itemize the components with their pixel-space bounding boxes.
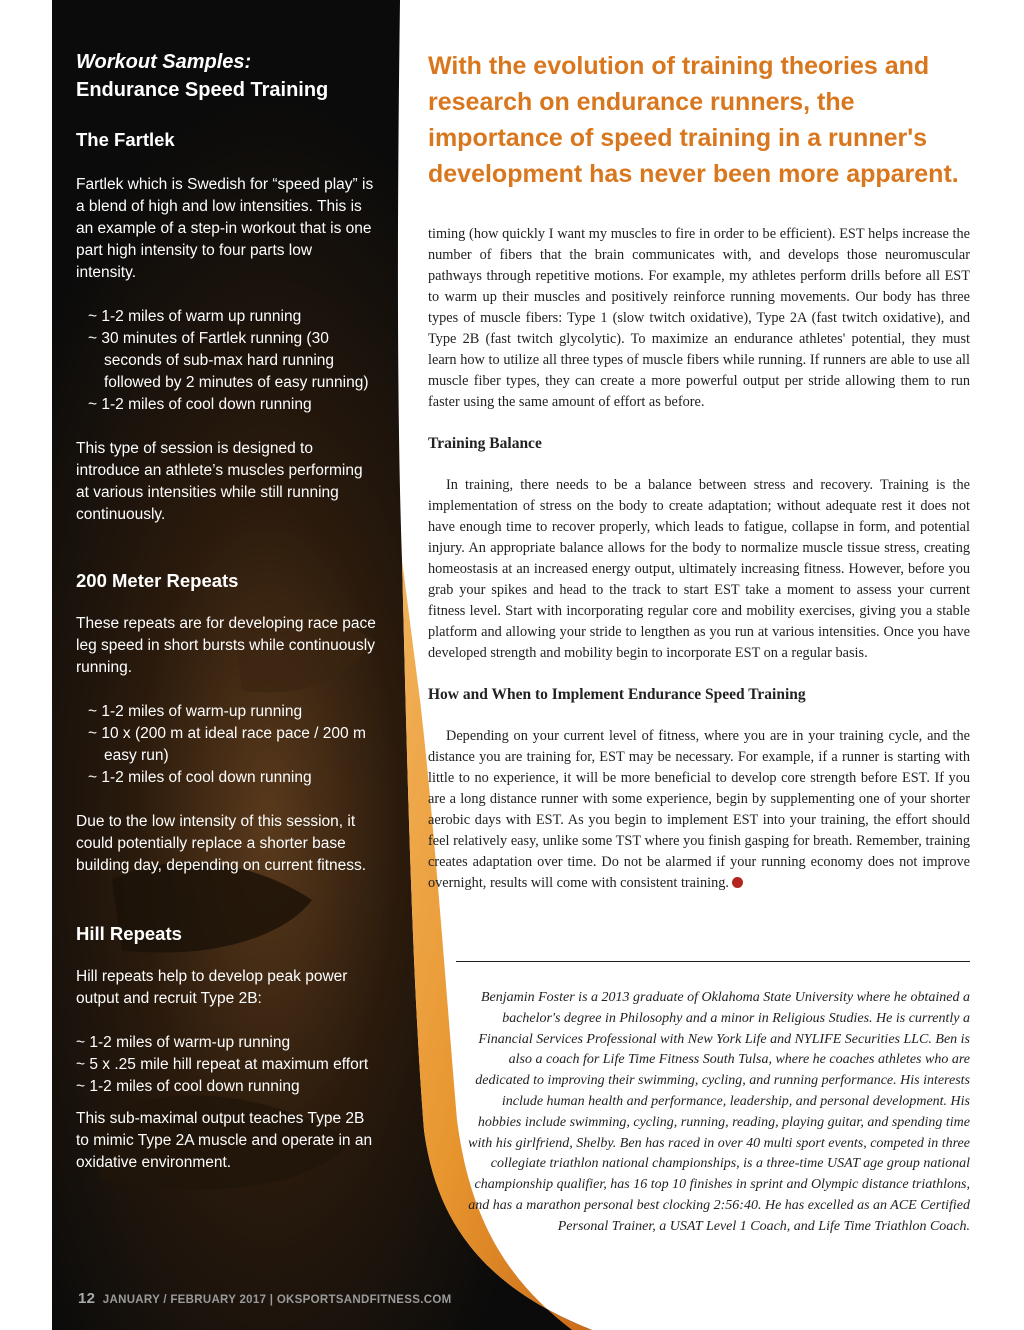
workout-samples-sidebar — [76, 48, 376, 1174]
repeats200-heading: 200 Meter Repeats — [76, 570, 239, 591]
list-item: ~ 30 minutes of Fartlek running (30 seconds of sub-max hard running followed by 2 minutes of easy running) — [88, 330, 369, 391]
list-item: ~ 10 x (200 m at ideal race pace / 200 m easy run) — [88, 725, 366, 764]
article-body — [428, 224, 970, 894]
list-item: ~ 5 x .25 mile hill repeat at maximum effort — [76, 1056, 369, 1073]
fartlek-intro: Fartlek which is Swedish for “speed play” is a blend of high and low intensities. This is an example of a step-in workout that is one part high intensity to four parts low intensity. — [76, 176, 374, 281]
hill-intro: Hill repeats help to develop peak power output and recruit Type 2B: — [76, 968, 348, 1007]
page-number: 12 — [78, 1290, 96, 1307]
sidebar-title: Endurance Speed Training — [76, 79, 329, 101]
page-footer — [78, 1290, 451, 1307]
fartlek-steps — [76, 306, 376, 416]
list-item: ~ 1-2 miles of warm-up running — [76, 1034, 291, 1051]
section-heading-how-and-when: How and When to Implement Endurance Speed Training — [428, 686, 806, 703]
article-paragraph: In training, there needs to be a balance between stress and recovery. Training is the implementation of stress on the body to create adaptation; without adequate rest it does not have enough time to recover properly, which leads to fatigue, collapse in form, and potential injury. An appropriate balance allows for the body to normalize muscle tissue stress, creating homeostasis at an increased energy output, ultimately increasing fitness. However, before you grab your spikes and head to the track to start EST take a moment to assess your current fitness level. Start with incorporating regular core and mobility exercises, giving you a stable platform and allowing your stride to lengthen as you run at various intensities. Once you have developed strength and mobility begin to incorporate EST on a regular basis. — [428, 477, 970, 661]
end-of-article-icon — [732, 877, 743, 888]
repeats200-intro: These repeats are for developing race pace leg speed in short bursts while continuously running. — [76, 615, 376, 676]
list-item: ~ 1-2 miles of warm-up running — [88, 703, 303, 720]
article-paragraph: timing (how quickly I want my muscles to fire in order to be efficient). EST helps increase the number of fibers that the brain communicates with, and develops those neuromuscular pathways through repetitive motions. For example, my athletes perform drills before all EST to warm up their muscles and positively reinforce running movements. Our body has three types of muscle fibers: Type 1 (slow twitch oxidative), Type 2A (fast twitch oxidative), and Type 2B (fast twitch glycolytic). To maximize an endurance athletes' potential, they must learn how to utilize all three types of muscle fibers while running. If runners are able to use all muscle fiber types, they can create a more powerful output per stride allowing them to run faster using the same amount of effort as before. — [428, 226, 970, 410]
pull-quote: With the evolution of training theories and research on endurance runners, the importance of speed training in a runner's development has never been more apparent. — [428, 52, 959, 188]
fartlek-heading: The Fartlek — [76, 129, 175, 150]
repeats200-steps — [76, 701, 376, 789]
article-paragraph — [428, 726, 970, 894]
list-item: ~ 1-2 miles of warm up running — [88, 308, 302, 325]
section-heading-training-balance: Training Balance — [428, 435, 542, 452]
list-item: ~ 1-2 miles of cool down running — [88, 396, 312, 413]
site-url: OKSPORTSANDFITNESS.COM — [276, 1294, 452, 1306]
hill-steps — [76, 1032, 376, 1098]
list-item: ~ 1-2 miles of cool down running — [76, 1078, 300, 1095]
fartlek-note: This type of session is designed to introduce an athlete’s muscles performing at various intensities while still running continuously. — [76, 440, 363, 523]
bio-divider — [456, 961, 970, 962]
hill-heading: Hill Repeats — [76, 923, 182, 944]
list-item: ~ 1-2 miles of cool down running — [88, 769, 312, 786]
repeats200-note: Due to the low intensity of this session, it could potentially replace a shorter base building day, depending on current fitness. — [76, 813, 367, 874]
author-bio: Benjamin Foster is a 2013 graduate of Oklahoma State University where he obtained a bachelor's degree in Philosophy and a minor in Religious Studies. He is currently a Financial Services Professional with New York Life and NYLIFE Securities LLC. Ben is also a coach for Life Time Fitness South Tulsa, where he coaches athletes who are dedicated to improving their swimming, cycling, and running performance. His interests include human health and performance, leadership, and personal development. His hobbies include swimming, cycling, running, reading, playing guitar, and spending time with his girlfriend, Shelby. Ben has raced in over 40 multi sport events, competed in three collegiate triathlon national championships, is a three-time USAT age group national championship qualifier, has 16 top 10 finishes in sprint and Olympic distance triathlons, and has a marathon personal best clocking 2:56:40. He has excelled as an ACE Certified Personal Trainer, a USAT Level 1 Coach, and Life Time Triathlon Coach. — [468, 990, 970, 1234]
footer-separator: | — [269, 1294, 274, 1306]
issue-date: JANUARY / FEBRUARY 2017 — [102, 1294, 267, 1306]
article-paragraph-text: Depending on your current level of fitness, where you are in your training cycle, and the distance you are training for, EST may be necessary. For example, if a runner is starting with little to no experience, it will be more beneficial to develop core strength before EST. If you are a long distance runner with some experience, begin by supplementing one of your shorter aerobic days with EST. As you begin to implement EST into your training, the effort should feel relatively easy, unlike some TST where you finish gasping for breath. Remember, training creates adaptation over time. Do not be alarmed if your running economy does not improve overnight, results will come with consistent training. — [428, 728, 970, 891]
hill-note: This sub-maximal output teaches Type 2B to mimic Type 2A muscle and operate in an oxidative environment. — [76, 1110, 373, 1171]
sidebar-kicker: Workout Samples: — [76, 51, 252, 73]
